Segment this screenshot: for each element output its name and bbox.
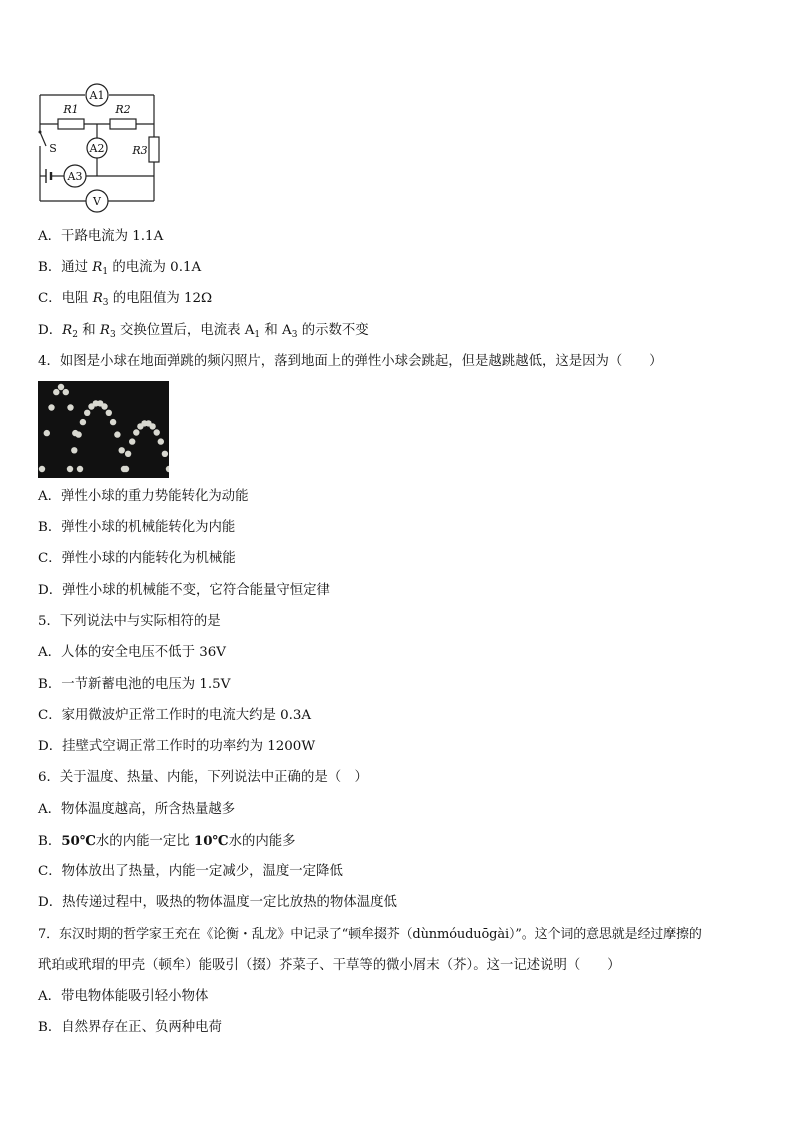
ball-image [84, 410, 90, 416]
ball-image [48, 404, 54, 410]
label-a3: A3 [67, 170, 83, 183]
ball-image [39, 466, 45, 472]
circuit-diagram [30, 80, 165, 216]
q3-option-c: C．电阻 $R_3$ 的电阻值为 12Ω [38, 291, 213, 308]
q5-option-b: B．一节新蓄电池的电压为 1.5V [38, 677, 231, 692]
q4-option-b: B．弹性小球的机械能转化为内能 [38, 520, 236, 535]
ball-image [67, 466, 73, 472]
q7-stem-line1: 7．东汉时期的哲学家王充在《论衡・乱龙》中记录了“顿牟掇芥（dùnmóuduōgài）”。这个词的意思就是经过摩擦的 [38, 927, 702, 942]
ball-image [162, 451, 168, 457]
ball-image [121, 466, 127, 472]
ball-image [53, 389, 59, 395]
label-r3: R3 [132, 144, 148, 157]
bouncing-ball-photo [38, 381, 169, 478]
ball-image [114, 431, 120, 437]
label-r1: R1 [63, 103, 79, 116]
q6-stem: 6．关于温度、热量、内能，下列说法中正确的是（ ） [38, 770, 368, 785]
q7-option-b: B．自然界存在正、负两种电荷 [38, 1020, 222, 1035]
q5-option-d: D．挂壁式空调正常工作时的功率约为 1200W [38, 739, 316, 754]
ball-image [71, 447, 77, 453]
q3-option-b: B．通过 $R_1$ 的电流为 0.1A [38, 260, 202, 277]
q7-option-a: A．带电物体能吸引轻小物体 [38, 989, 209, 1004]
ball-image [75, 431, 81, 437]
q6-option-c: C．物体放出了热量，内能一定减少，温度一定降低 [38, 864, 343, 879]
ball-image [67, 404, 73, 410]
q6-option-d: D．热传递过程中，吸热的物体温度一定比放热的物体温度低 [38, 895, 397, 910]
label-a2: A2 [89, 142, 105, 155]
ball-image [110, 419, 116, 425]
q4-option-c: C．弹性小球的内能转化为机械能 [38, 551, 236, 566]
ball-image [106, 410, 112, 416]
label-v: V [93, 195, 101, 208]
resistor-r1 [58, 119, 84, 129]
q5-option-a: A．人体的安全电压不低于 36V [38, 645, 226, 660]
resistor-r3 [149, 137, 159, 162]
label-a1: A1 [89, 89, 105, 102]
q3-option-a: A．干路电流为 1.1A [38, 229, 164, 244]
ball-image [149, 423, 155, 429]
resistor-r2 [110, 119, 136, 129]
q5-stem: 5．下列说法中与实际相符的是 [38, 614, 221, 629]
q3-option-d: D．$R_2$ 和 $R_3$ 交换位置后，电流表 $A_1$ 和 $A_3$ 的示数不变 [38, 323, 369, 340]
ball-image [133, 429, 139, 435]
q4-option-a: A．弹性小球的重力势能转化为动能 [38, 489, 249, 504]
label-s: S [49, 142, 57, 155]
q6-option-a: A．物体温度越高，所含热量越多 [38, 802, 236, 817]
switch-contact [39, 131, 42, 134]
q7-stem-line2: 玳珀或玳瑁的甲壳（顿牟）能吸引（掇）芥菜子、干草等的微小屑末（芥）。这一记述说明（ ） [38, 958, 621, 973]
ball-image [154, 429, 160, 435]
label-r2: R2 [115, 103, 131, 116]
ball-image [44, 430, 50, 436]
ball-image [125, 451, 131, 457]
q4-option-d: D．弹性小球的机械能不变，它符合能量守恒定律 [38, 583, 330, 598]
ball-image [63, 389, 69, 395]
ball-image [58, 384, 64, 390]
ball-image [80, 419, 86, 425]
ball-image [101, 403, 107, 409]
q5-option-c: C．家用微波炉正常工作时的电流大约是 0.3A [38, 708, 312, 723]
ball-image [77, 466, 83, 472]
ball-image [119, 447, 125, 453]
ball-image [158, 438, 164, 444]
ball-image [129, 438, 135, 444]
q4-stem: 4．如图是小球在地面弹跳的频闪照片，落到地面上的弹性小球会跳起，但是越跳越低，这是因为（ ） [38, 354, 663, 369]
q6-option-b: B．50℃水的内能一定比 10℃水的内能多 [38, 833, 296, 849]
